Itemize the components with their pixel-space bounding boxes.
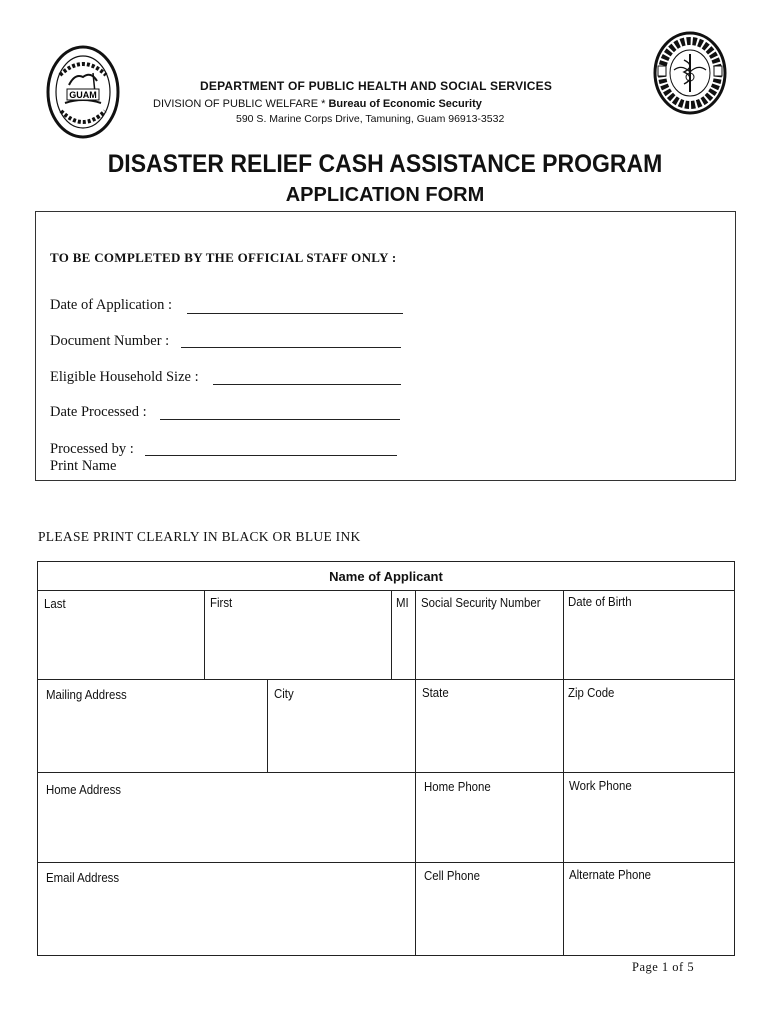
work-phone-field[interactable]: Work Phone [569, 778, 632, 793]
grid-line [563, 590, 564, 955]
mailing-address-field[interactable]: Mailing Address [46, 687, 127, 702]
guam-seal-logo [45, 45, 121, 140]
name-of-applicant-heading: Name of Applicant [329, 569, 443, 584]
home-phone-field[interactable]: Home Phone [424, 779, 491, 794]
ssn-field[interactable]: Social Security Number [421, 595, 541, 610]
form-title: DISASTER RELIEF CASH ASSISTANCE PROGRAM [107, 150, 663, 178]
guam-seal-text: GUAM [69, 90, 97, 100]
date-of-birth-field[interactable]: Date of Birth [568, 594, 632, 609]
bureau-name: Bureau of Economic Security [328, 98, 482, 110]
department-name: DEPARTMENT OF PUBLIC HEALTH AND SOCIAL SERVICES [200, 79, 553, 93]
eligible-household-size-label: Eligible Household Size : [50, 369, 199, 385]
zip-code-field[interactable]: Zip Code [568, 685, 615, 700]
date-of-application-label: Date of Application : [50, 297, 173, 313]
grid-line [38, 772, 734, 773]
cell-phone-field[interactable]: Cell Phone [424, 868, 480, 883]
applicant-info-table [37, 561, 735, 956]
dphss-seal-logo [652, 30, 728, 116]
print-name-label: Print Name [50, 458, 117, 474]
grid-line [415, 590, 416, 679]
page-number: Page 1 of 5 [632, 960, 695, 974]
email-address-field[interactable]: Email Address [46, 870, 120, 885]
state-field[interactable]: State [422, 685, 449, 700]
staff-section-heading: TO BE COMPLETED BY THE OFFICIAL STAFF ONLY : [50, 250, 397, 265]
grid-line [38, 862, 734, 863]
grid-line [38, 590, 734, 591]
office-address: 590 S. Marine Corps Drive, Tamuning, Guam 96913-3532 [236, 113, 505, 125]
division-name [153, 98, 482, 110]
first-name-field[interactable]: First [210, 595, 233, 610]
processed-by-label: Processed by : [50, 441, 134, 457]
last-name-field[interactable]: Last [44, 596, 66, 611]
grid-line [267, 679, 268, 772]
date-processed-label: Date Processed : [50, 404, 147, 420]
grid-line [204, 590, 205, 679]
grid-line [415, 679, 416, 955]
document-number-line[interactable] [181, 347, 401, 348]
document-number-label: Document Number : [50, 333, 170, 349]
date-processed-line[interactable] [160, 419, 400, 420]
grid-line [38, 679, 734, 680]
alternate-phone-field[interactable]: Alternate Phone [569, 867, 652, 882]
date-of-application-line[interactable] [187, 313, 403, 314]
home-address-field[interactable]: Home Address [46, 782, 122, 797]
division-prefix: DIVISION OF PUBLIC WELFARE * [153, 98, 329, 110]
middle-initial-field[interactable]: MI [396, 595, 409, 610]
print-instruction: PLEASE PRINT CLEARLY IN BLACK OR BLUE INK [38, 529, 361, 544]
eligible-household-size-line[interactable] [213, 384, 401, 385]
city-field[interactable]: City [274, 686, 294, 701]
form-subtitle: APPLICATION FORM [285, 184, 485, 206]
processed-by-line[interactable] [145, 455, 397, 456]
grid-line [391, 590, 392, 679]
